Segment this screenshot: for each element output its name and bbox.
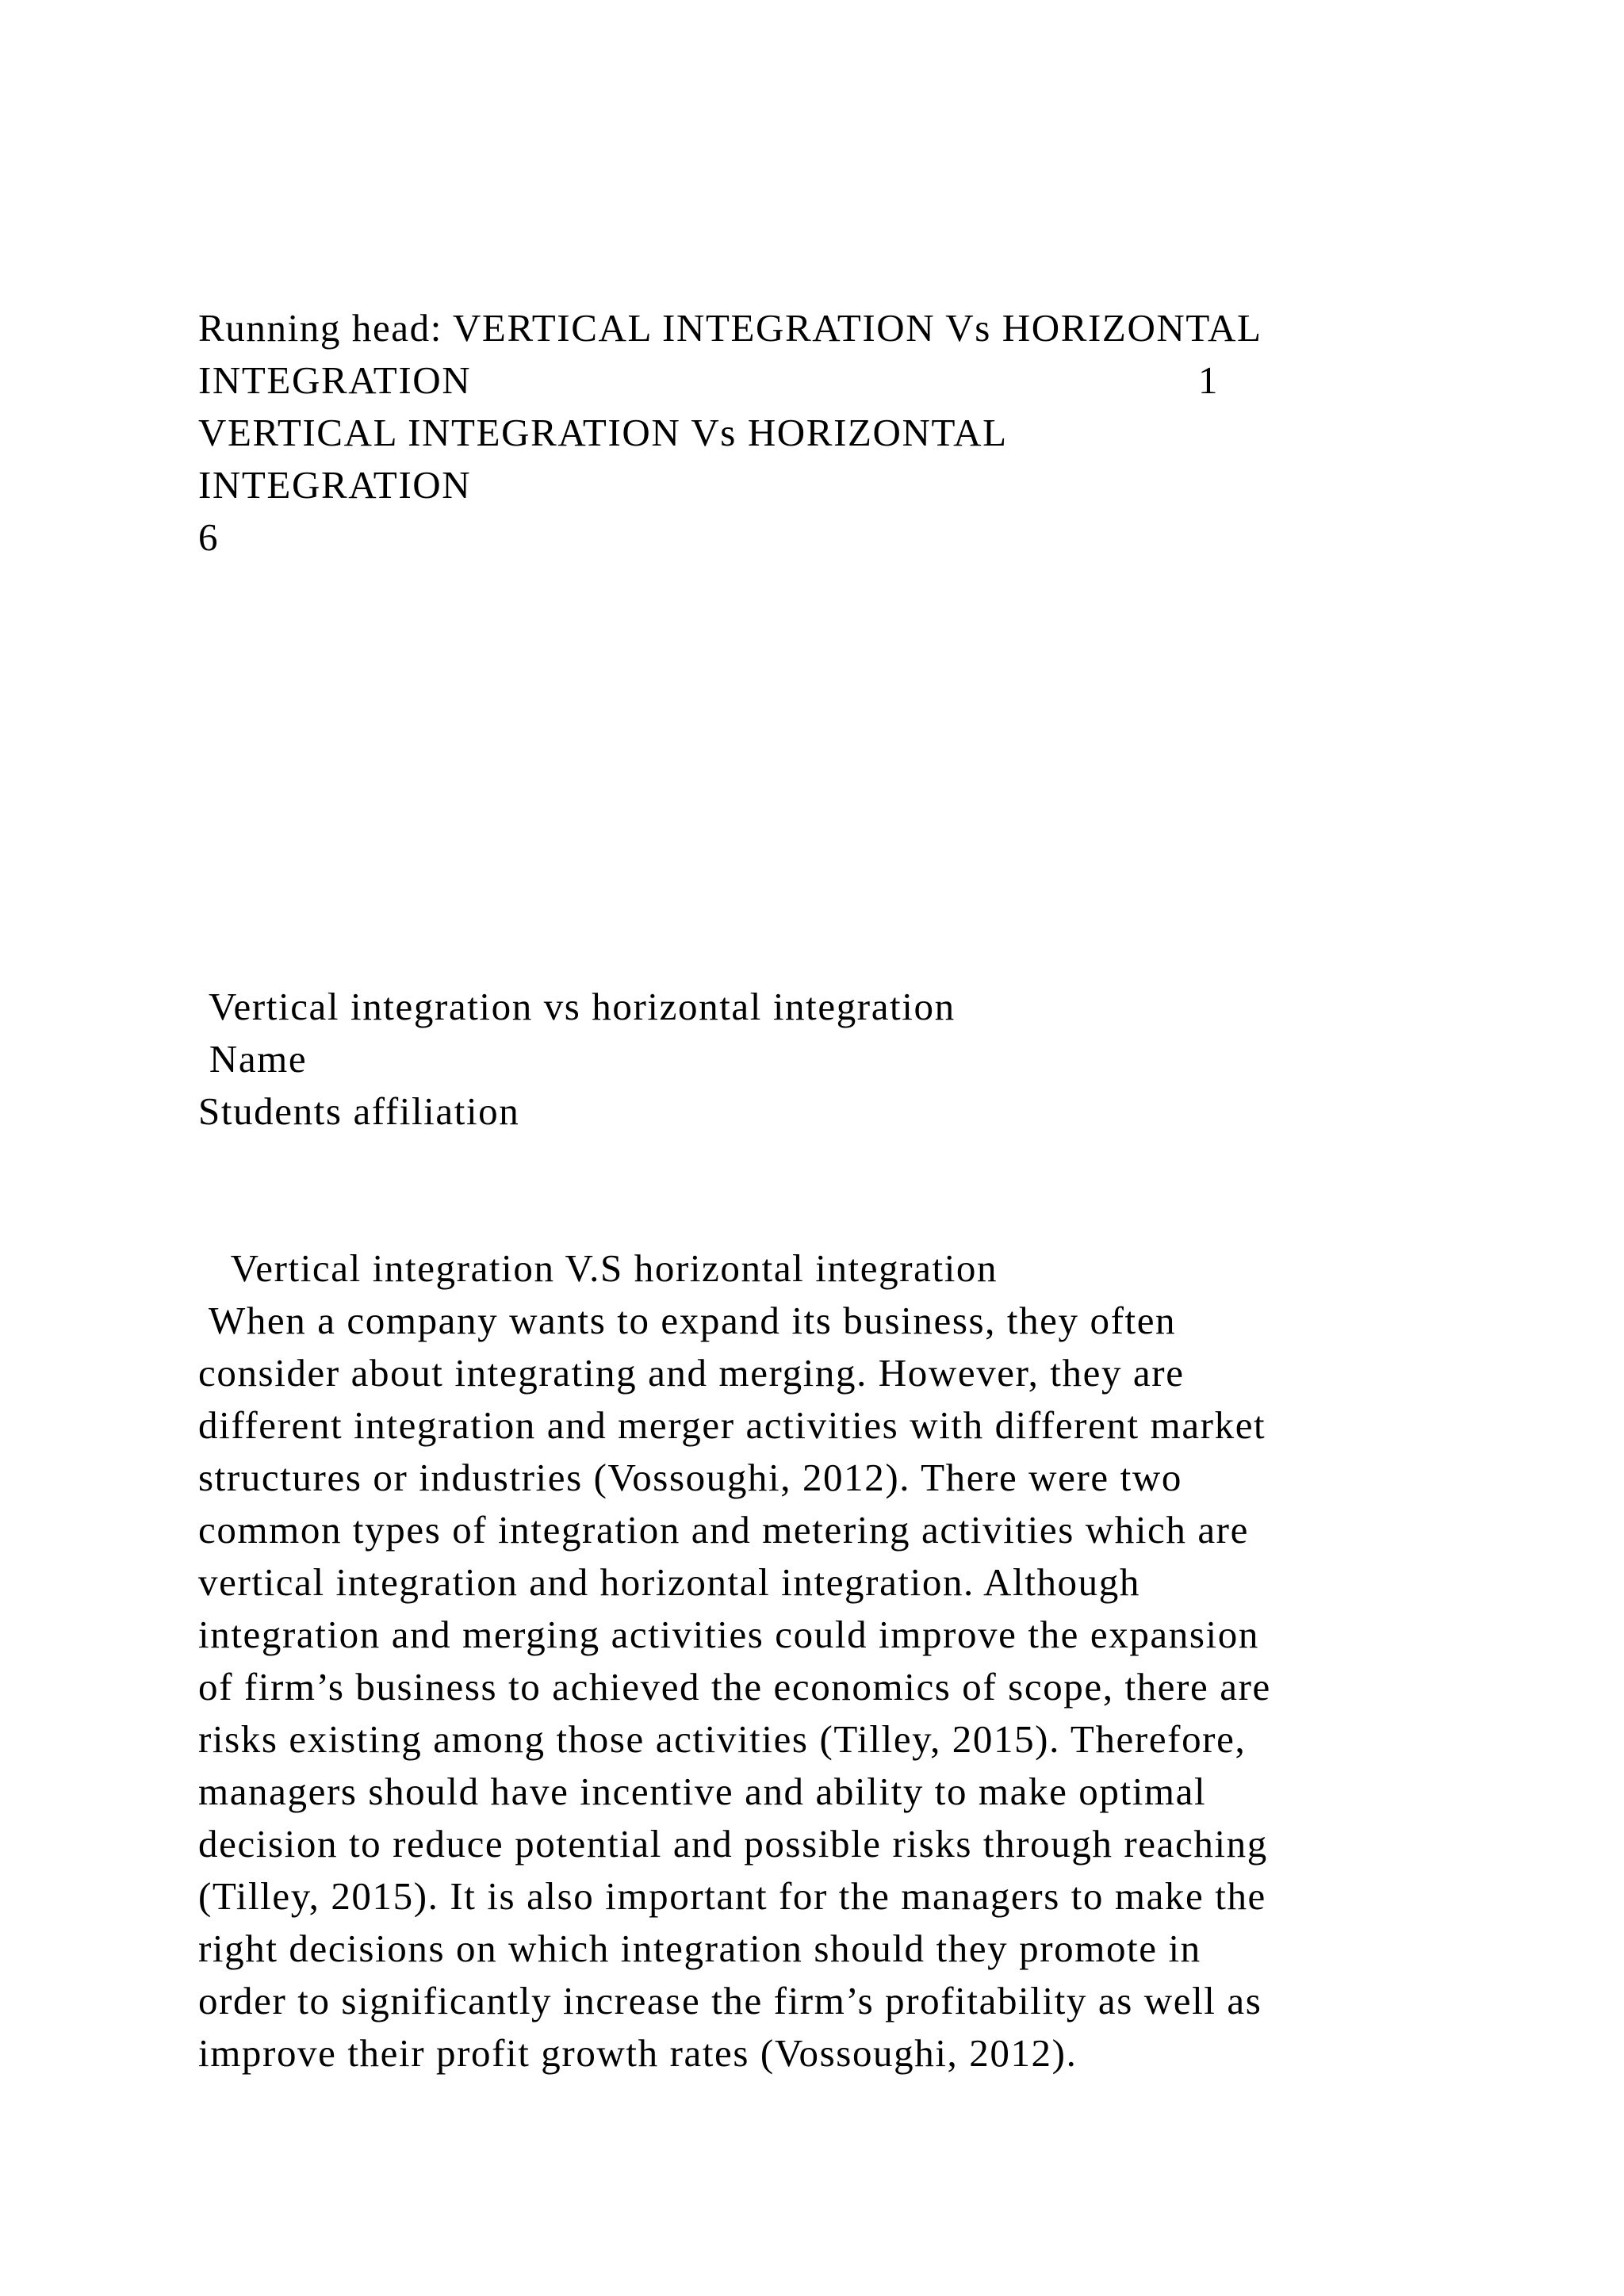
body-line: (Tilley, 2015). It is also important for the managers to make the — [198, 1874, 1266, 1918]
short-title-line-1: VERTICAL INTEGRATION Vs HORIZONTAL — [198, 411, 1008, 454]
body-line: integration and merging activities could improve the expansion — [198, 1613, 1259, 1656]
body-line: improve their profit growth rates (Vossoughi, 2012). — [198, 2031, 1078, 2075]
paper-title: Vertical integration vs horizontal integration — [198, 985, 956, 1028]
body-line: vertical integration and horizontal integration. Although — [198, 1560, 1140, 1604]
body-line: consider about integrating and merging. However, they are — [198, 1351, 1185, 1395]
body-line: of firm’s business to achieved the economics of scope, there are — [198, 1665, 1271, 1709]
body-line: structures or industries (Vossoughi, 2012). There were two — [198, 1456, 1182, 1499]
body-line: order to significantly increase the firm’s profitability as well as — [198, 1979, 1262, 2022]
page-number: 1 — [1198, 358, 1218, 402]
body-line: decision to reduce potential and possible risks through reaching — [198, 1822, 1268, 1866]
body-line: different integration and merger activities with different market — [198, 1403, 1266, 1447]
body-line: risks existing among those activities (Tilley, 2015). Therefore, — [198, 1717, 1247, 1761]
body-line: When a company wants to expand its business, they often — [198, 1299, 1177, 1342]
short-title-line-2: INTEGRATION — [198, 463, 472, 507]
body-line: right decisions on which integration should they promote in — [198, 1927, 1201, 1970]
running-head-line-2: INTEGRATION — [198, 358, 472, 402]
author-affiliation: Students affiliation — [198, 1089, 520, 1133]
body-line: managers should have incentive and ability to make optimal — [198, 1770, 1207, 1813]
short-title-number: 6 — [198, 515, 220, 559]
body-line: common types of integration and metering activities which are — [198, 1508, 1249, 1552]
running-head-line-1: Running head: VERTICAL INTEGRATION Vs HORIZONTAL — [198, 306, 1262, 350]
author-name: Name — [198, 1037, 308, 1081]
section-heading: Vertical integration V.S horizontal integration — [198, 1246, 998, 1290]
